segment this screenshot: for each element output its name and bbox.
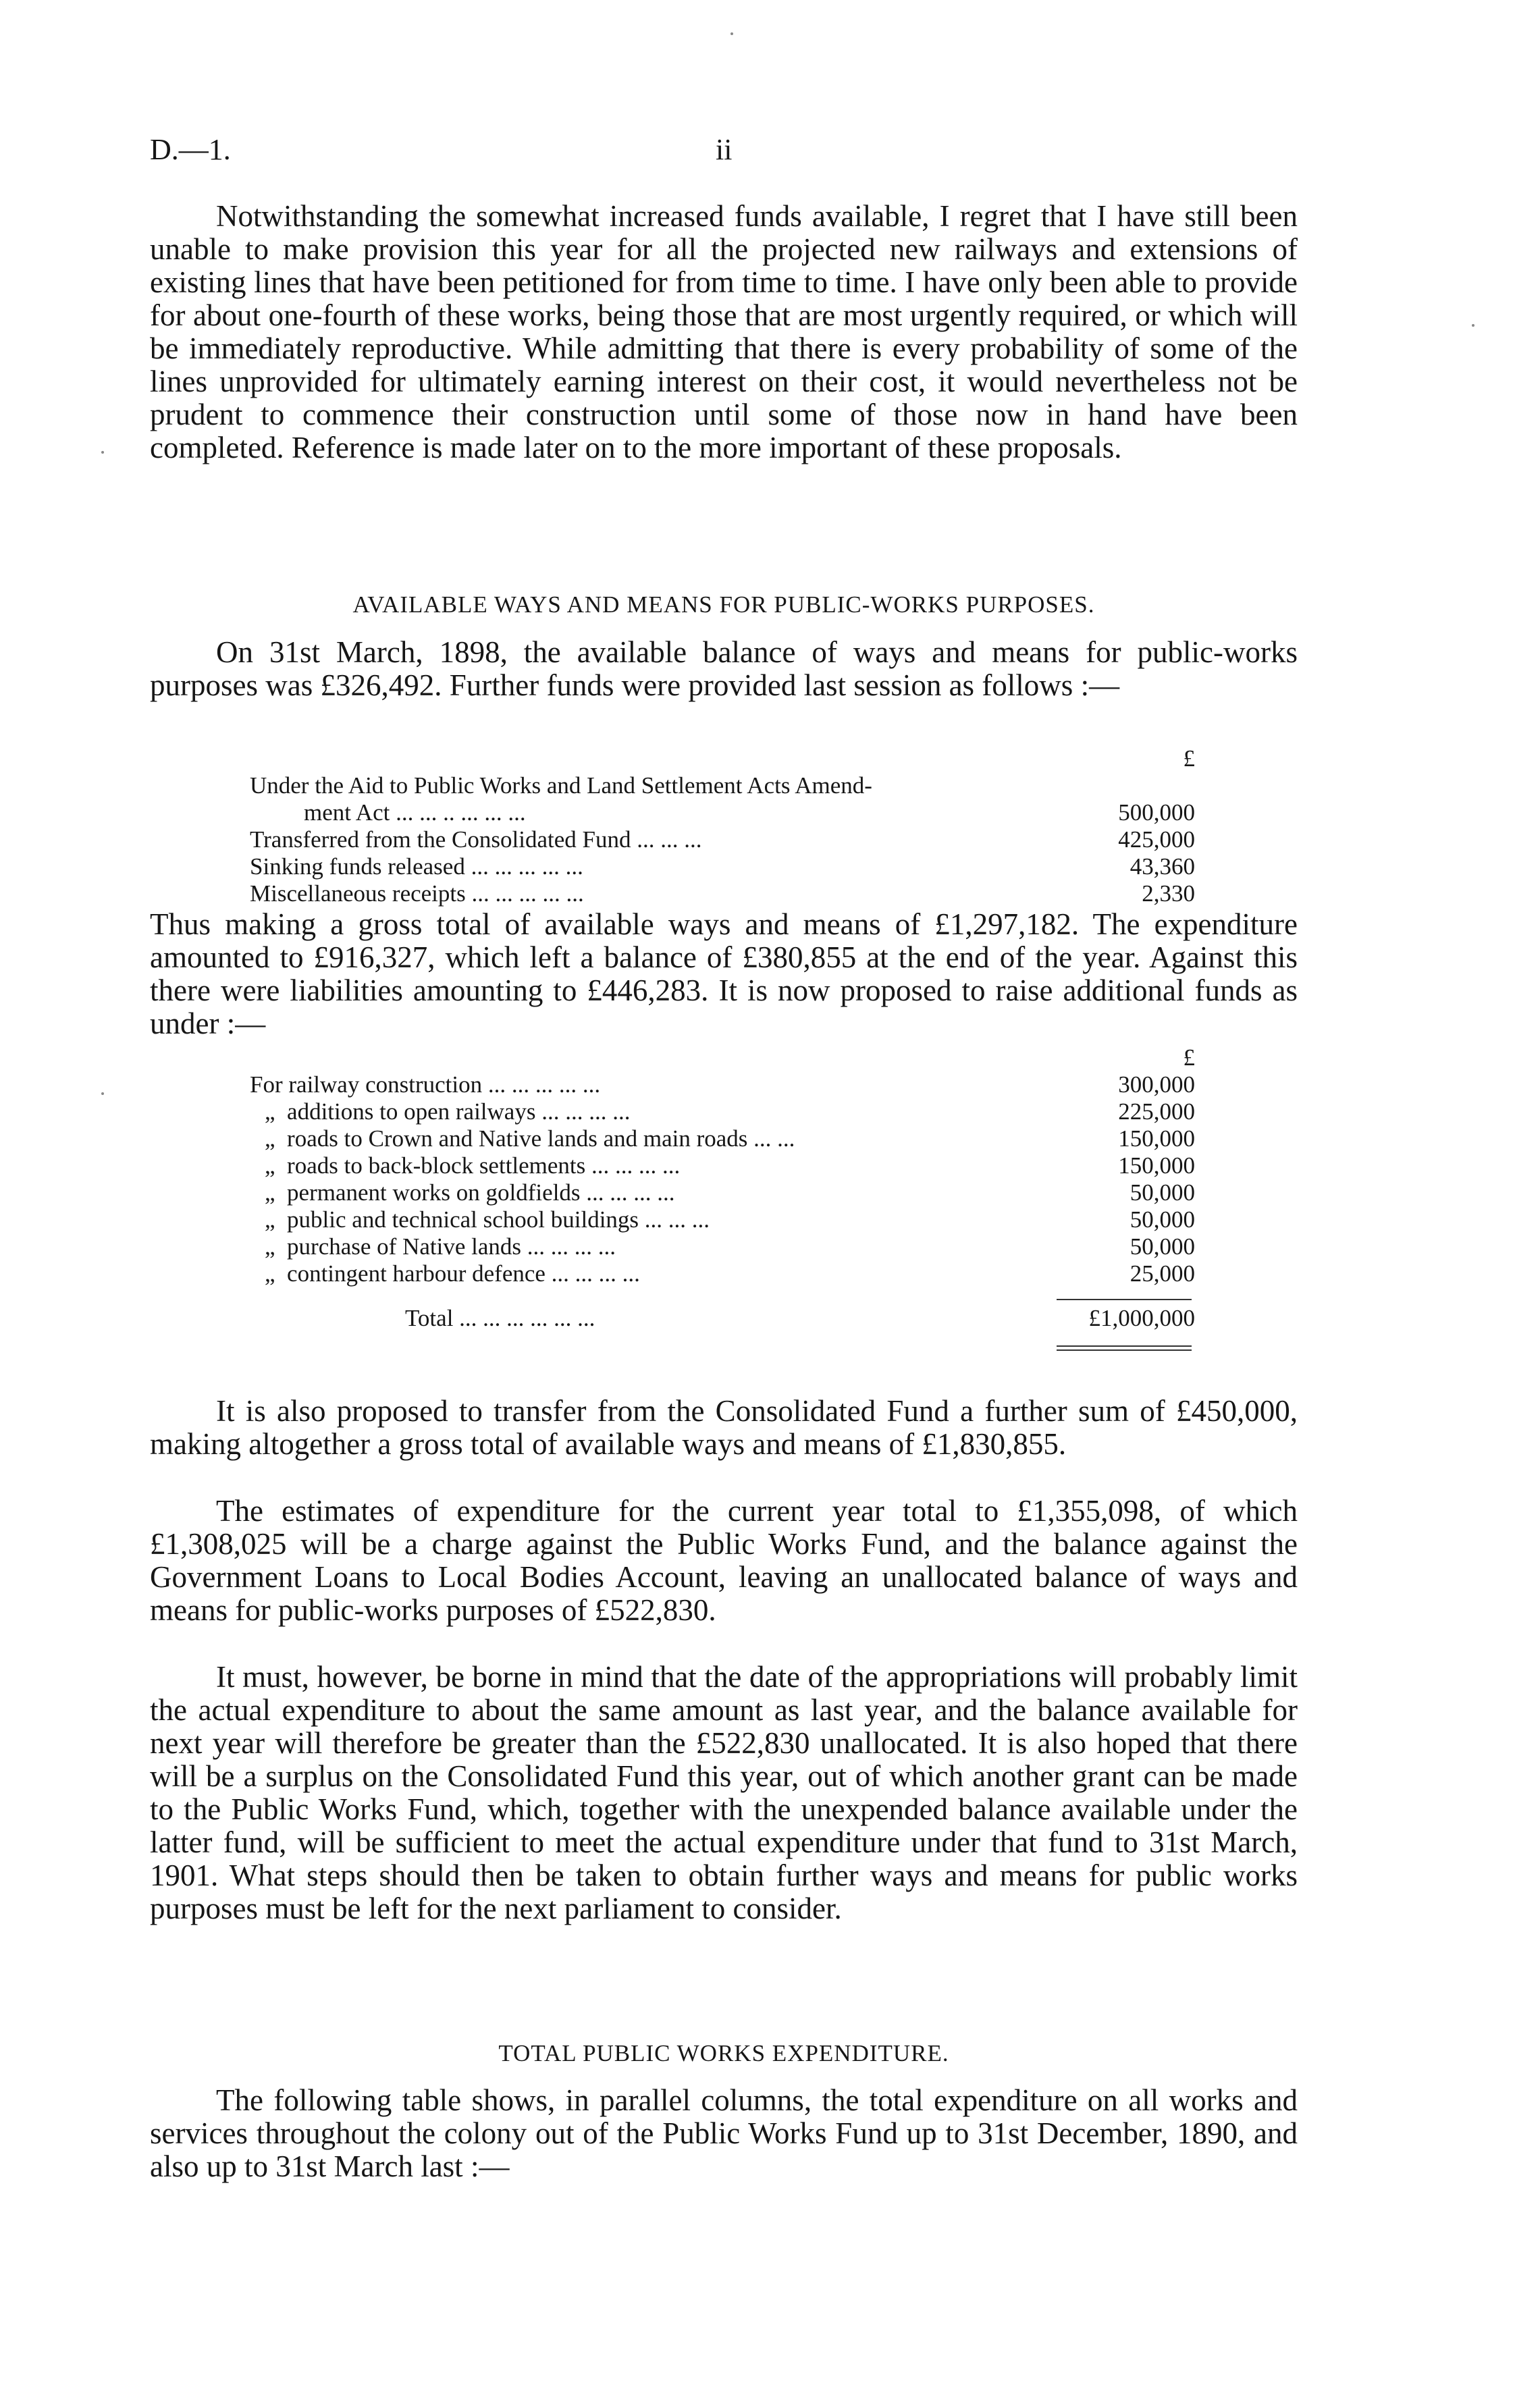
paragraph-consolidated-fund: It is also proposed to transfer from the Consolidated Fund a further sum of £450,000, making altogether a gross total of available ways and means of £1,830,855. [150,1394,1298,1461]
row-amount: 2,330 [1142,880,1195,907]
row-amount: 500,000 [1118,799,1195,826]
ditto-mark: „ [265,1206,275,1233]
row-label: Miscellaneous receipts ... ... ... ... ... [250,880,584,907]
scan-speck [1472,324,1474,327]
table-row [250,1179,1195,1206]
section-heading-total-expenditure: TOTAL PUBLIC WORKS EXPENDITURE. [498,2040,949,2066]
subtotal-rule [1057,1299,1192,1300]
total-label: Total ... ... ... ... ... ... [405,1305,595,1331]
row-amount: 25,000 [1129,1260,1195,1287]
total-amount: £1,000,000 [1088,1305,1195,1331]
currency-symbol: £ [1183,1044,1195,1071]
row-label: permanent works on goldfields ... ... ... ... [287,1179,675,1206]
paragraph-gross-total: Thus making a gross total of available ways and means of £1,297,182. The expenditure amounted to £916,327, which left a balance of £380,855 at the end of the year. Against this there were liabilities amounting to £446,283. It is now proposed to raise additional funds as under :— [150,907,1298,1040]
row-amount: 150,000 [1118,1125,1195,1152]
table-row [250,1098,1195,1125]
row-amount: 225,000 [1118,1098,1195,1125]
ditto-mark: „ [265,1233,275,1260]
paragraph-intro: Notwithstanding the somewhat increased funds available, I regret that I have still been unable to make provision this year for all the projected new railways and extensions of existing lines that have been petitioned for from time to time. I have only been able to provide for about one-fourth of these works, being those that are most urgently required, or which will be immediately reproductive. While admitting that there is every probability of some of the lines unprovided for ultimately earning interest on their cost, it would nevertheless not be prudent to commence their construction until some of those now in hand have been completed. Reference is made later on to the more important of these proposals. [150,199,1298,464]
scan-speck [730,32,733,35]
row-amount: 50,000 [1129,1179,1195,1206]
row-label: Transferred from the Consolidated Fund ... ... ... [250,826,702,853]
table-row [250,1233,1195,1260]
paragraph-appropriations: It must, however, be borne in mind that the date of the appropriations will probably limit the actual expenditure to about the same amount as last year, and the balance available for next year will therefore be greater than the £522,830 unallocated. It is also hoped that there will be a surplus on the Consolidated Fund this year, out of which another grant can be made to the Public Works Fund, which, together with the unexpended balance available under the latter fund, will be sufficient to meet the actual expenditure under that fund to 31st March, 1901. What steps should then be taken to obtain further ways and means for public works purposes must be left for the next parliament to consider. [150,1660,1298,1925]
funds-provided-table [250,745,1195,907]
row-label: contingent harbour defence ... ... ... ... [287,1260,640,1287]
section-heading-ways-and-means: AVAILABLE WAYS AND MEANS FOR PUBLIC-WORKS PURPOSES. [352,591,1095,618]
ditto-mark: „ [265,1125,275,1152]
paragraph-expenditure-table-intro: The following table shows, in parallel columns, the total expenditure on all works and services throughout the colony out of the Public Works Fund up to 31st December, 1890, and also up to 31st March last :— [150,2083,1298,2183]
table-row [250,1152,1195,1179]
table-row [250,1206,1195,1233]
table-row [250,1260,1195,1287]
total-double-rule-bottom [1057,1349,1192,1351]
scan-speck [101,1092,104,1095]
page-reference: D.—1. [150,133,231,166]
scan-speck [101,451,104,454]
table-row [250,1125,1195,1152]
row-label: public and technical school buildings ... ... ... [287,1206,710,1233]
row-amount: 300,000 [1118,1071,1195,1098]
row-prefix: For [250,1071,283,1098]
ditto-mark: „ [265,1260,275,1287]
row-label: Under the Aid to Public Works and Land Settlement Acts Amend- [250,772,872,799]
paragraph-estimates: The estimates of expenditure for the current year total to £1,355,098, of which £1,308,025 will be a charge against the Public Works Fund, and the balance against the Government Loans to Local Bodies Account, leaving an unallocated balance of ways and means for public-works purposes of £522,830. [150,1494,1298,1627]
table-row [250,1044,1195,1071]
table-row [250,772,1195,799]
row-label-continued: ment Act ... ... .. ... ... ... [304,799,526,826]
table-row [250,745,1195,772]
row-amount: 50,000 [1129,1206,1195,1233]
row-amount: 43,360 [1129,853,1195,880]
table-row [250,853,1195,880]
row-label: roads to Crown and Native lands and main roads ... ... [287,1125,795,1152]
row-label: purchase of Native lands ... ... ... ... [287,1233,616,1260]
row-label: Sinking funds released ... ... ... ... ... [250,853,583,880]
page-number: ii [716,133,733,166]
row-label: roads to back-block settlements ... ... ... ... [287,1152,681,1179]
additional-funds-table [250,1044,1195,1332]
row-label: additions to open railways ... ... ... ... [287,1098,631,1125]
table-row [250,826,1195,853]
ditto-mark: „ [265,1179,275,1206]
currency-symbol: £ [1183,745,1195,772]
table-row [250,880,1195,907]
table-row [250,799,1195,826]
row-amount: 425,000 [1118,826,1195,853]
row-amount: 50,000 [1129,1233,1195,1260]
total-double-rule-top [1057,1345,1192,1347]
row-amount: 150,000 [1118,1152,1195,1179]
total-row [250,1305,1195,1332]
table-row [250,1071,1195,1098]
row-label: railway construction ... ... ... ... ... [288,1071,601,1098]
paragraph-balance: On 31st March, 1898, the available balance of ways and means for public-works purposes was £326,492. Further funds were provided last session as follows :— [150,635,1298,702]
ditto-mark: „ [265,1152,275,1179]
ditto-mark: „ [265,1098,275,1125]
